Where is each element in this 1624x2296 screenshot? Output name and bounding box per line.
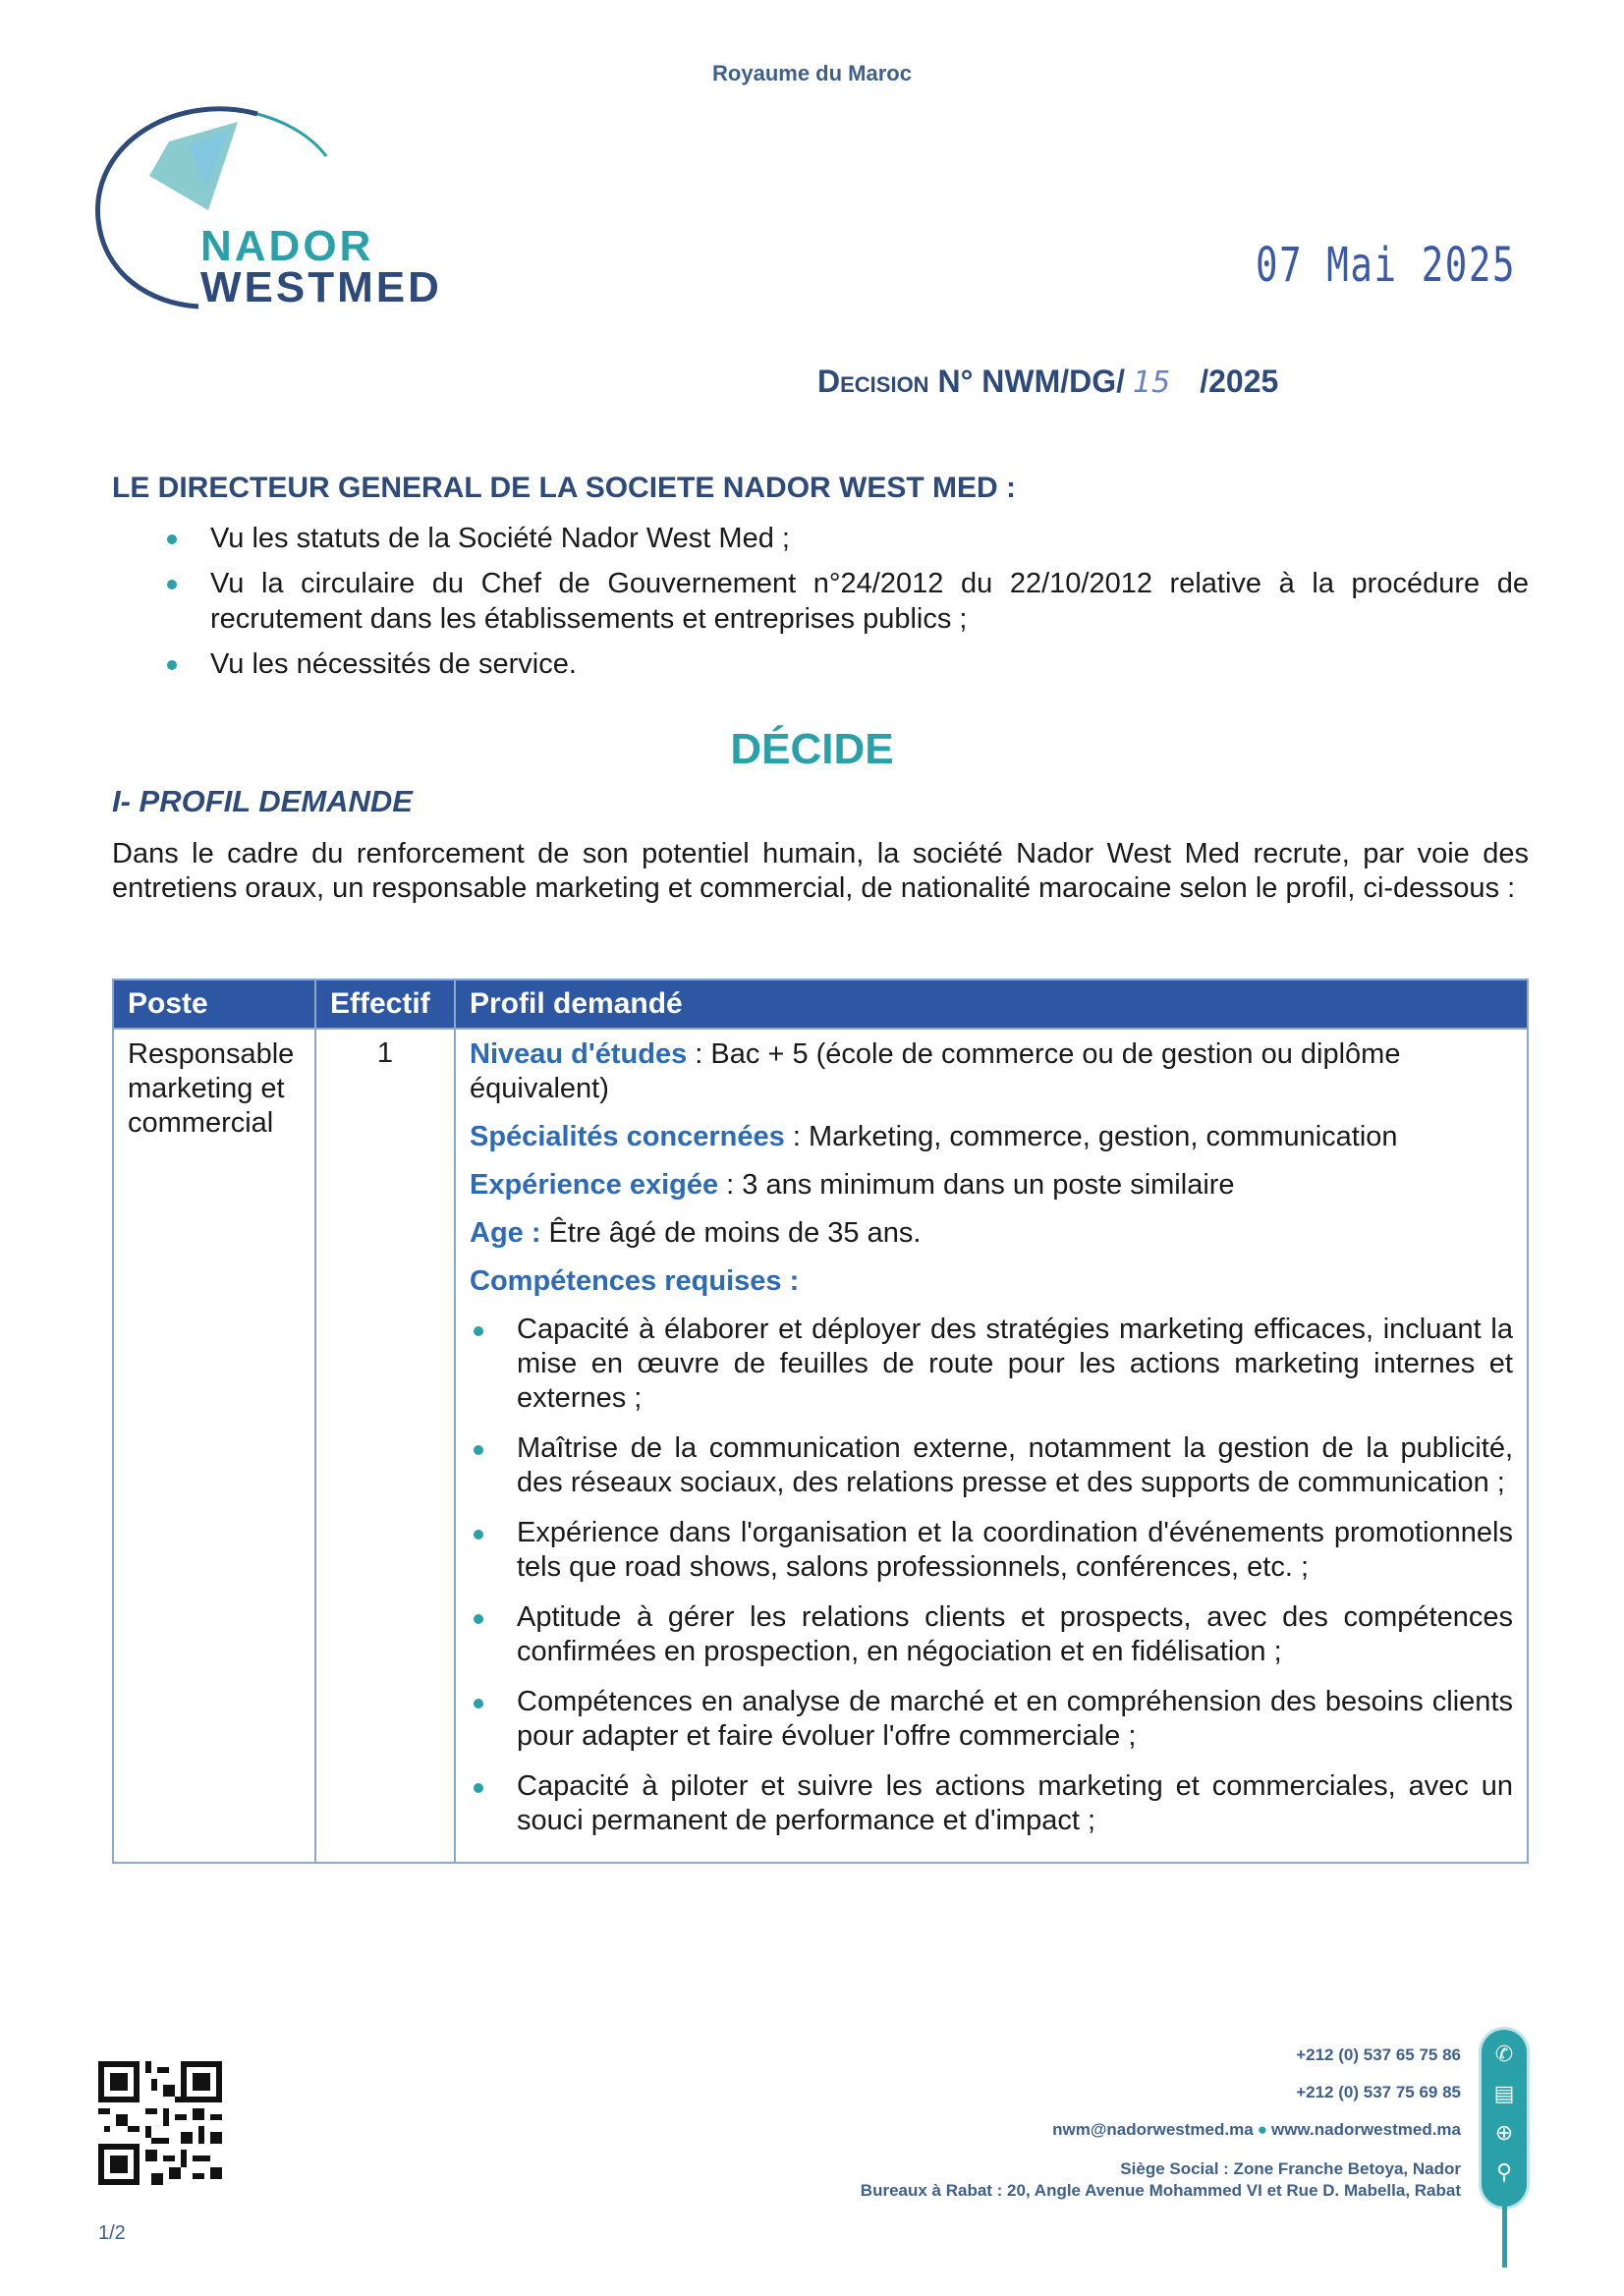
page-number: 1/2 [98,2222,126,2244]
age-line [470,1216,1513,1251]
intro-paragraph: Dans le cadre du renforcement de son potentiel humain, la société Nador West Med recrute, par voie des entretiens oraux, un responsable marketing et commercial, de nationalité marocaine selon le profil, ci-dessous : [112,838,1529,904]
list-item: Capacité à piloter et suivre les actions marketing et commerciales, avec un souci permanent de performance et d'impact ; [470,1769,1513,1838]
list-item: Expérience dans l'organisation et la coordination d'événements promotionnels tels que road shows, salons professionnels, conférences, etc. ; [470,1516,1513,1585]
competences-line [470,1264,1513,1299]
competences-label: Compétences requises : [470,1265,800,1297]
contact-web [1052,2120,1461,2140]
contact-email: nwm@nadorwestmed.ma [1052,2120,1254,2139]
decision-handwritten-number: 15 [1133,365,1171,400]
specialites-label: Spécialités concernées [470,1121,785,1152]
niveau-label: Niveau d'études [470,1038,688,1070]
date-stamp: 07 Mai 2025 [1256,238,1517,293]
logo-text-nador: NADOR [200,222,374,270]
section-title: I- PROFIL DEMANDE [112,784,413,818]
experience-value: : 3 ans minimum dans un poste similaire [718,1169,1235,1201]
list-item: Compétences en analyse de marché et en compréhension des besoins clients pour adapter et faire évoluer l'offre commerciale ; [470,1685,1513,1754]
cell-poste: Responsable marketing et commercial [113,1029,315,1863]
vu-item: Vu les statuts de la Société Nador West Med ; [161,521,1529,556]
decide-heading: DÉCIDE [730,725,894,773]
decision-number [817,364,1278,400]
vu-item: Vu la circulaire du Chef de Gouvernement n°24/2012 du 22/10/2012 relative à la procédure de recrutement dans les établissements et entreprises publics ; [161,566,1529,637]
profile-table [112,979,1529,1864]
logo-arc-accent [257,114,326,156]
globe-icon: ⊕ [1494,2120,1514,2145]
kingdom-header: Royaume du Maroc [712,61,912,85]
list-item: Aptitude à gérer les relations clients et prospects, avec des compétences confirmées en prospection, en négociation et en fidélisation ; [470,1600,1513,1669]
age-value: Être âgé de moins de 35 ans. [540,1217,922,1249]
contact-icons-pill [1482,2030,1527,2207]
fax-icon: ▤ [1493,2081,1515,2105]
table-header-row [113,980,1528,1029]
location-icon: ⚲ [1495,2159,1513,2184]
qr-code [98,2061,222,2185]
vu-list [161,521,1529,692]
decision-prefix: Decision [817,364,929,399]
list-item: Maîtrise de la communication externe, notamment la gestion de la publicité, des réseaux sociaux, des relations presse et des supports de communication ; [470,1431,1513,1500]
phone-icon: ✆ [1494,2042,1514,2066]
table-row [113,1029,1528,1863]
header-profil: Profil demandé [455,980,1528,1029]
header-effectif: Effectif [315,980,455,1029]
contact-siege: Siège Social : Zone Franche Betoya, Nador [1120,2159,1461,2178]
vu-item: Vu les nécessités de service. [161,646,1529,682]
specialites-value: : Marketing, commerce, gestion, communication [784,1121,1398,1152]
separator-dot: ● [1257,2120,1267,2139]
contact-website: www.nadorwestmed.ma [1270,2120,1461,2139]
age-label: Age : [470,1217,541,1249]
contact-bureaux: Bureaux à Rabat : 20, Angle Avenue Mohammed VI et Rue D. Mabella, Rabat [860,2181,1461,2200]
niveau-line [470,1037,1513,1106]
niveau-value: : Bac + 5 (école de commerce ou de gestion ou diplôme équivalent) [470,1038,1401,1104]
decision-year: /2025 [1200,364,1279,399]
cell-effectif: 1 [315,1029,455,1863]
list-item: Capacité à élaborer et déployer des stratégies marketing efficaces, incluant la mise en œuvre de feuilles de route pour les actions marketing internes et externes ; [470,1313,1513,1416]
cell-profil [455,1029,1528,1863]
competences-list [470,1313,1513,1838]
specialites-line [470,1120,1513,1154]
experience-label: Expérience exigée [470,1169,719,1201]
logo-text-westmed: WESTMED [200,263,442,311]
pill-stem [1502,2205,1507,2268]
contact-fax: +212 (0) 537 75 69 85 [1296,2083,1461,2101]
contact-phone: +212 (0) 537 65 75 86 [1296,2045,1461,2064]
experience-line [470,1168,1513,1203]
director-heading: LE DIRECTEUR GENERAL DE LA SOCIETE NADOR WEST MED : [112,472,1017,504]
decision-ref: N° NWM/DG/ [937,364,1126,399]
header-poste: Poste [113,980,315,1029]
